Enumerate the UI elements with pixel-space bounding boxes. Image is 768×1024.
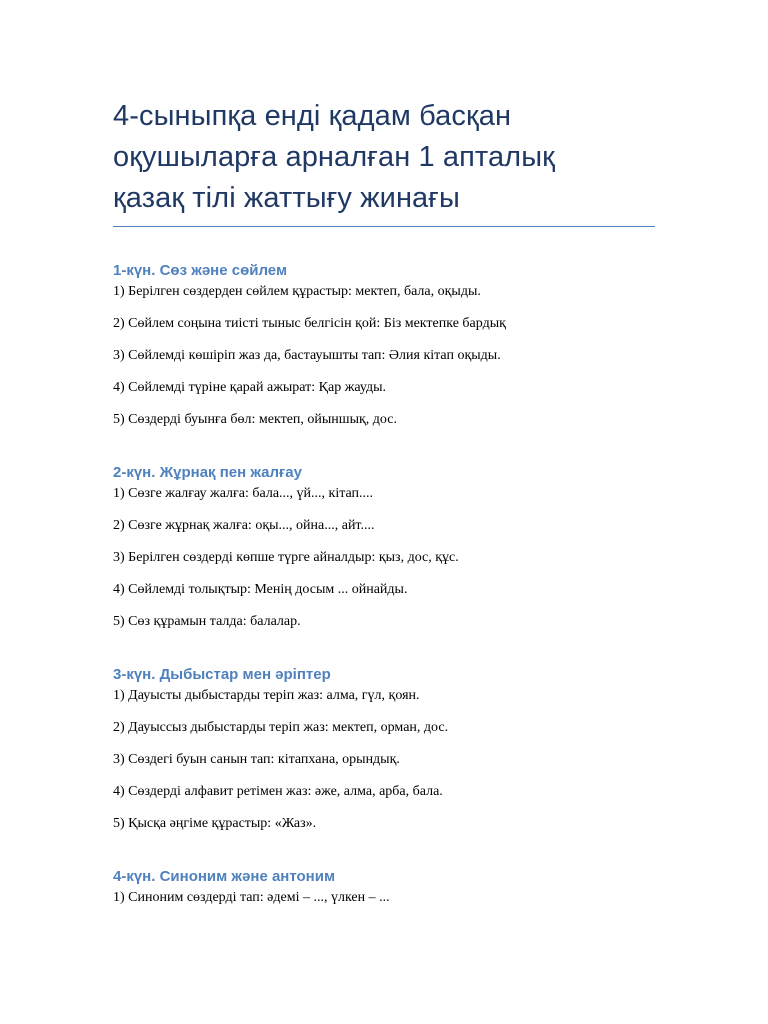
day-heading: 2-күн. Жұрнақ пен жалғау	[113, 464, 302, 481]
day-3-section	[113, 665, 655, 833]
task-item: 5) Сөздерді буынға бөл: мектеп, ойыншық, дос.	[113, 412, 397, 427]
document-page	[113, 0, 655, 907]
day-1-section	[113, 261, 655, 429]
title-line: 4-сыныпқа енді қадам басқан	[113, 100, 512, 132]
task-item: 5) Сөз құрамын талда: балалар.	[113, 614, 301, 629]
task-item: 1) Берілген сөздерден сөйлем құрастыр: мектеп, бала, оқыды.	[113, 284, 481, 299]
task-item: 3) Сөздегі буын санын тап: кітапхана, орындық.	[113, 752, 400, 767]
task-item: 1) Синоним сөздерді тап: әдемі – ..., үлкен – ...	[113, 890, 390, 905]
day-heading: 4-күн. Синоним және антоним	[113, 868, 336, 885]
day-4-section	[113, 867, 655, 907]
title-divider	[113, 226, 655, 227]
task-item: 2) Дауыссыз дыбыстарды теріп жаз: мектеп, орман, дос.	[113, 720, 449, 735]
day-heading: 1-күн. Сөз және сөйлем	[113, 262, 288, 279]
title-line: оқушыларға арналған 1 апталық	[113, 141, 555, 173]
task-item: 4) Сөйлемді толықтыр: Менің досым ... ойнайды.	[113, 582, 408, 597]
task-item: 1) Дауысты дыбыстарды теріп жаз: алма, гүл, қоян.	[113, 688, 420, 703]
task-item: 3) Берілген сөздерді көпше түрге айналдыр: қыз, дос, құс.	[113, 550, 459, 565]
day-heading: 3-күн. Дыбыстар мен әріптер	[113, 666, 331, 683]
task-item: 2) Сөйлем соңына тиісті тыныс белгісін қой: Біз мектепке бардық	[113, 316, 506, 331]
task-item: 1) Сөзге жалғау жалға: бала..., үй..., кітап....	[113, 486, 374, 501]
task-item: 4) Сөздерді алфавит ретімен жаз: әже, алма, арба, бала.	[113, 784, 443, 799]
day-2-section	[113, 463, 655, 631]
task-item: 4) Сөйлемді түріне қарай ажырат: Қар жауды.	[113, 380, 387, 395]
task-item: 5) Қысқа әңгіме құрастыр: «Жаз».	[113, 816, 317, 831]
title-line: қазақ тілі жаттығу жинағы	[113, 182, 460, 214]
task-item: 2) Сөзге жұрнақ жалға: оқы..., ойна..., айт....	[113, 518, 375, 533]
task-item: 3) Сөйлемді көшіріп жаз да, бастауышты тап: Әлия кітап оқыды.	[113, 348, 501, 363]
document-title	[113, 96, 655, 219]
